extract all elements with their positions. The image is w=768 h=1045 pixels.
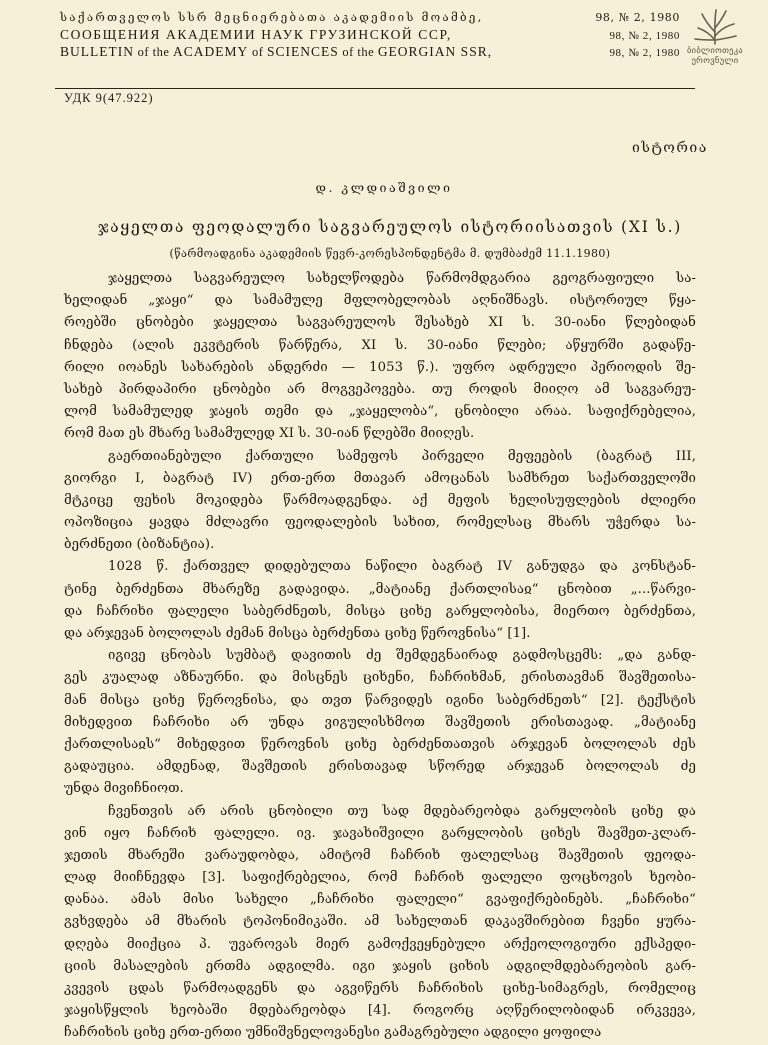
paragraph-line: ოპოზიცია ყავდა მძლავრი ფეოდალების სახით, რომელსაც მხარს უჭერდა სა-	[64, 515, 696, 531]
paragraph-line: ჩნდება (ალის ეკვტერის წარწერა, XI ს. 30-იანი წლები; აწყურში გადაწე-	[64, 337, 696, 353]
article-title: ჯაყელთა ფეოდალური საგვარეულოს ისტორიისათვის (XI ს.)	[97, 218, 683, 236]
paragraph-line: რილი იოანეს სახარების ანდერძი — 1053 წ.). უფრო ადრეული პერიოდის შე-	[64, 359, 696, 375]
masthead-english-word: BULLETIN	[60, 44, 134, 59]
paragraph-line: როებში ცნობები ჯაყელთა საგვარეულოს შესახებ XI ს. 30-იანი წლებიდან	[64, 315, 696, 331]
paragraph-line: ლომ სამამულედ ჯაყის თემი და „ჯაყელობა“, ცნობილი არაა. საფიქრებელია,	[64, 404, 696, 420]
paragraph-line: გადაუცია. ამდენად, შავშეთის ერისთავად სწორედ არჯევან ბოლოლას ძე	[64, 759, 696, 775]
masthead-georgian-issue: 98, № 2, 1980	[595, 11, 680, 24]
paragraph-line: ტინე ბერძენთა მხარეზე გადავიდა. „მატიანე ქართლისაჲ“ ცნობით „...წარვი-	[64, 581, 696, 597]
paragraph-line: სახებ პირდაპირი ცნობები არ მოგვეპოვება. თუ როდის მიიღო ამ საგვარეუ-	[64, 381, 696, 397]
masthead-russian-title: СООБЩЕНИЯ АКАДЕМИИ НАУК ГРУЗИНСКОЙ ССР,	[60, 27, 452, 42]
paragraph-line: დღება მიიქცია პ. უვაროვას მიერ გამოქვეყნებული არქეოლოგიური ექსპედი-	[64, 936, 696, 952]
paragraph-line: და ჩაჩრიხი ფალელი საბერძნეთს, მისცა ციხე გარყლობისა, მიერთო ბერძენთა,	[64, 603, 696, 619]
paragraph-line: მტკიცე ფეხის მოკიდება წარმოადგენდა. აქ მეფის ხელისუფლების ძლიერი	[64, 492, 696, 508]
library-logo-line: ბიბლიოთეკა	[686, 46, 744, 56]
paragraph-line: ლად მიიჩნევდა [3]. საფიქრებელია, რომ ჩაჩრიხ ფალელი ფოცხოვის ხეობი-	[64, 870, 696, 886]
masthead-english-word: of the	[342, 45, 375, 59]
masthead-russian	[60, 27, 680, 44]
paragraph-line: გეს კუალად აზნაურნი. და მისცნეს ციხენი, ჩაჩრიხმან, ერისთავმან შავშეთისა-	[64, 670, 696, 686]
paragraph-line: და არჯევან ბოლოლას ძემან მისცა ბერძენთა ციხე წეროვნისა“ [1].	[64, 626, 531, 641]
article-paragraph	[64, 801, 696, 1045]
paragraph-line: ვინ იყო ჩაჩრიხ ფალელი. ივ. ჯავახიშვილი გარყლობის ციხეს შავშეთ-კლარ-	[64, 825, 696, 841]
paragraph-line: ჩვენთვის არ არის ცნობილი თუ სად მდებარეობდა გარყლობის ციხე და	[108, 803, 696, 819]
paragraph-line: ჩაჩრიხის ციხე ერთ-ერთი უმნიშვნელოვანესი გამაგრებული ადგილი ყოფილა	[64, 1025, 602, 1041]
article-paragraph	[64, 446, 696, 557]
paragraph-line: მიხედვით ჩაჩრიხი არ უნდა ვიგულისხმოთ შავშეთის ერისთავად. „მატიანე	[64, 714, 696, 730]
paragraph-line: გიორგი I, ბაგრატ IV) ერთ-ერთ მთავარ ამოცანას სამხრეთ საქართველოში	[64, 470, 696, 486]
masthead-english-word: SCIENCES	[266, 44, 339, 59]
submission-note: (წარმოადგინა აკადემიის წევრ-კორესპონდენტმა მ. დუმბაძემ 11.1.1980)	[169, 247, 611, 260]
article-paragraph	[64, 268, 696, 446]
paragraph-line: ციის მასალების ერთმა ადგილმა. იგი ჯაყის ციხის ადგილმდებარეობის გარ-	[64, 958, 696, 974]
masthead-georgian	[60, 10, 680, 27]
paragraph-line: ჯეთის მხარეში ვარაუდობდა, ამიტომ ჩაჩრიხ ფალელსაც შავშეთის ფეოდა-	[64, 847, 696, 863]
article-author: დ. კლდიაშვილი	[315, 180, 453, 195]
masthead-english-word: of	[251, 45, 264, 59]
library-logo-line: ეროვნული	[691, 56, 739, 66]
paragraph-line: 1028 წ. ქართველ დიდებულთა ნაწილი ბაგრატ IV განუდგა და კონსტან-	[108, 559, 696, 575]
paragraph-line: იგივე ცნობას სუმბატ დავითის ძე შემდეგნაირად გადმოსცემს: „და განდ-	[108, 648, 696, 664]
masthead-english-word: GEORGIAN SSR,	[377, 44, 493, 59]
masthead-english-issue: 98, № 2, 1980	[609, 47, 680, 59]
masthead	[60, 10, 680, 61]
library-logo	[670, 6, 760, 70]
masthead-english-title	[60, 44, 492, 60]
paragraph-line: დანაა. ამას მისი სახელი „ჩაჩრიხი ფალელი“ გვაფიქრებინებს. „ჩაჩრიხი“	[64, 892, 696, 908]
article-paragraph	[64, 645, 696, 800]
section-label: ისტორია	[632, 140, 708, 156]
paragraph-line: ბერძნეთი (ბიზანტია).	[64, 537, 215, 553]
masthead-english-word: of the	[137, 45, 170, 59]
paragraph-line: ჯაყისწყლის ხეობაში მდებარეობდა [4]. როგორც აღწერილობიდან ირკვევა,	[64, 1003, 696, 1019]
library-logo-text	[670, 46, 760, 66]
paragraph-line: ხელიდან „ჯაყი“ და სამამულე მფლობელობას აღნიშნავს. ისტორიულ წყა-	[64, 293, 696, 309]
paragraph-line: ჯაყელთა საგვარეულო სახელწოდება წარმომდგარია გეოგრაფიული სა-	[108, 271, 696, 286]
paragraph-line: ქართლისაჲს“ მიხედვით წეროვნის ციხე ბერძენთათვის არჯევან ბოლოლას ძეს	[64, 736, 696, 752]
paragraph-line: კვევის ცდას წარმოადგენს და აგვიწერს ჩაჩრიხის ციხე-სიმაგრეს, რომელიც	[64, 981, 696, 996]
article-paragraph	[64, 556, 696, 645]
masthead-english-word: ACADEMY	[173, 44, 249, 59]
article-body	[64, 268, 696, 1045]
paragraph-line: მან მისცა ციხე წეროვნისა, და თვთ წარვიდეს იგინი საბერძნეთს“ [2]. ტექსტის	[64, 692, 696, 708]
paragraph-line: გვხვდება ამ მხარის ტოპონიმიკაში. ამ სახელთან დაკავშირებით ჩვენი ყურა-	[64, 914, 696, 930]
sprig-logo-icon	[692, 6, 738, 46]
paragraph-line: რომ მათ ეს მხარე სამამულედ XI ს. 30-იან წლებში მიიღეს.	[64, 426, 475, 442]
masthead-russian-issue: 98, № 2, 1980	[609, 30, 680, 42]
masthead-rule	[55, 88, 695, 89]
paragraph-line: გაერთიანებული ქართული სამეფოს პირველი მეფეების (ბაგრატ III,	[108, 448, 696, 464]
masthead-georgian-title: საქართველოს სსრ მეცნიერებათა აკადემიის მოამბე,	[60, 10, 484, 24]
paragraph-line: უნდა მივიჩნიოთ.	[64, 781, 184, 797]
udc-code: УДК 9(47.922)	[64, 91, 154, 105]
masthead-english	[60, 44, 680, 61]
